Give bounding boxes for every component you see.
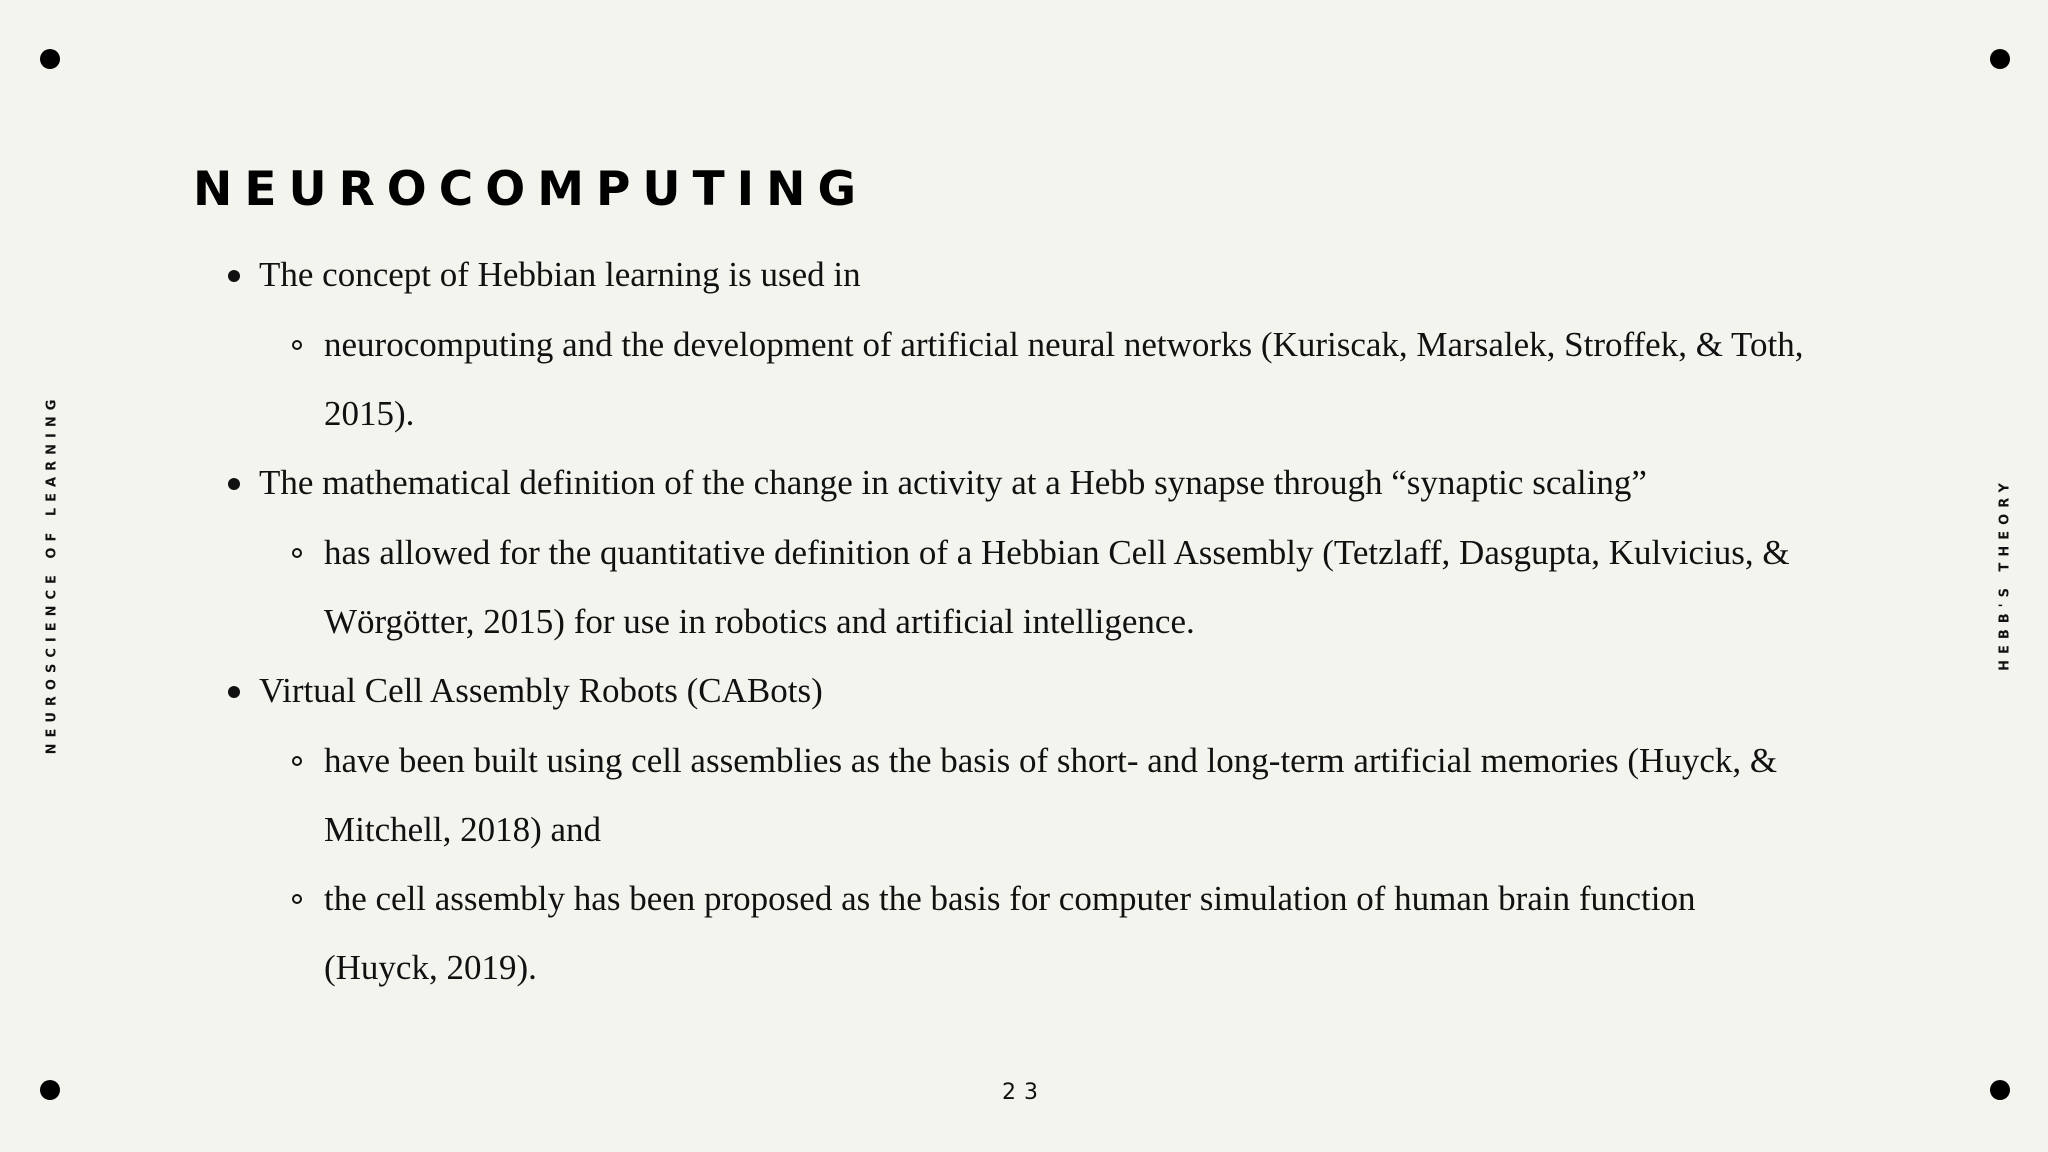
sub-bullet-text: neurocomputing and the development of artificial neural networks (Kuriscak, Marsalek, Stroffek, & Toth, [324, 325, 1804, 364]
sub-bullet-text-continued: Mitchell, 2018) and [324, 810, 602, 849]
sub-bullet-text: have been built using cell assemblies as the basis of short- and long-term artificial memories (Huyck, & [324, 741, 1778, 780]
bullet-text: The mathematical definition of the change in activity at a Hebb synapse through “synaptic scaling” [259, 463, 1647, 502]
sub-bullet-marker [292, 756, 302, 766]
bullet-marker [228, 478, 240, 490]
slide-title: NEUROCOMPUTING [193, 162, 869, 217]
bullet-marker [228, 686, 240, 698]
sub-bullet-marker [292, 894, 302, 904]
sub-bullet-marker [292, 548, 302, 558]
side-label-left: NEUROSCIENCE OF LEARNING [44, 393, 60, 755]
bullet-text: The concept of Hebbian learning is used in [259, 255, 861, 294]
sub-bullet-text: has allowed for the quantitative definition of a Hebbian Cell Assembly (Tetzlaff, Dasgupta, Kulvicius, & [324, 533, 1790, 572]
page-number: 23 [1002, 1080, 1046, 1105]
sub-bullet-text-continued: Wörgötter, 2015) for use in robotics and artificial intelligence. [324, 602, 1195, 641]
bullet-marker [228, 270, 240, 282]
sub-bullet-text-continued: (Huyck, 2019). [324, 948, 537, 987]
bullet-text: Virtual Cell Assembly Robots (CABots) [259, 671, 823, 710]
sub-bullet-marker [292, 340, 302, 350]
side-label-right: HEBB'S THEORY [1997, 477, 2013, 671]
sub-bullet-text: the cell assembly has been proposed as the basis for computer simulation of human brain function [324, 879, 1696, 918]
sub-bullet-text-continued: 2015). [324, 394, 415, 433]
